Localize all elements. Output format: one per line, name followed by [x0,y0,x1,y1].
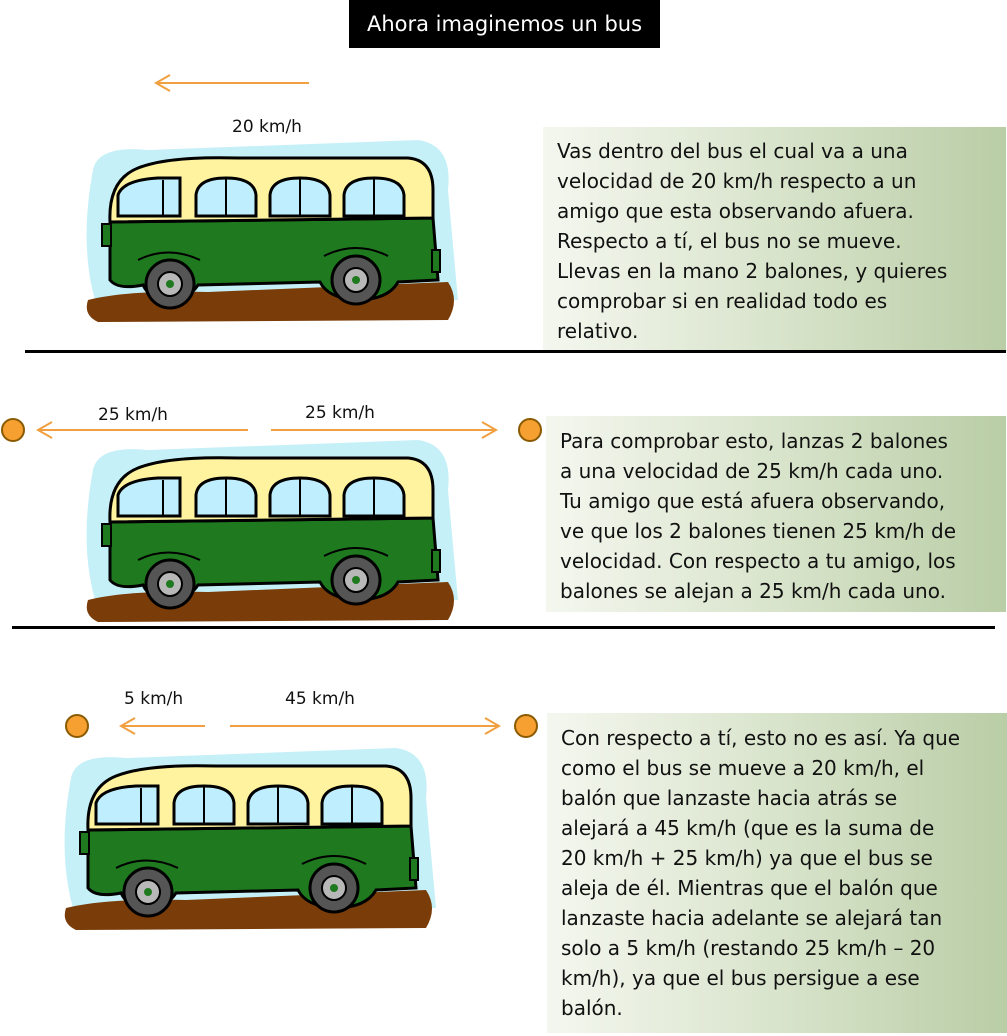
bus-icon [65,748,436,930]
arrow-icon [38,422,248,438]
ball-icon [66,715,88,737]
explanation-text: Para comprobar esto, lanzas 2 balones a una velocidad de 25 km/h cada uno. Tu amigo que está afuera observando, ve que los 2 balones tienen 25 km/h de velocidad. Con respecto a tu amigo, los balones se alejan a 25 km/h cada uno. [560,429,957,603]
arrow-icon [271,422,496,438]
ball-icon [2,419,24,441]
arrow-icon [121,718,205,734]
speed-label-left: 25 km/h [98,405,168,425]
arrow-icon [230,718,499,734]
explanation-text: Vas dentro del bus el cual va a una velocidad de 20 km/h respecto a un amigo que esta observando afuera. Respecto a tí, el bus no se mueve. Llevas en la mano 2 balones, y quieres comprobar si en realidad todo es relativo. [557,139,948,343]
ball-icon [519,419,541,441]
speed-label-right: 25 km/h [305,403,375,423]
page-title: Ahora imaginemos un bus [349,0,660,48]
speed-label-left: 5 km/h [124,689,184,709]
explanation-text: Con respecto a tí, esto no es así. Ya que como el bus se mueve a 20 km/h, el balón que lanzaste hacia atrás se alejará a 45 km/h (que es la suma de 20 km/h + 25 km/h) ya que el bus se aleja de él. Mientras que el balón que lanzaste hacia adelante se alejará tan solo a 5 km/h (restando 25 km/h – 20 km/h), ya que el bus persigue a ese balón. [561,726,961,1020]
speed-label-right: 45 km/h [285,689,355,709]
bus-icon [87,140,458,322]
speed-label-bus: 20 km/h [232,117,302,137]
bus-icon [87,440,458,622]
ball-icon [515,715,537,737]
arrow-icon [156,75,309,91]
